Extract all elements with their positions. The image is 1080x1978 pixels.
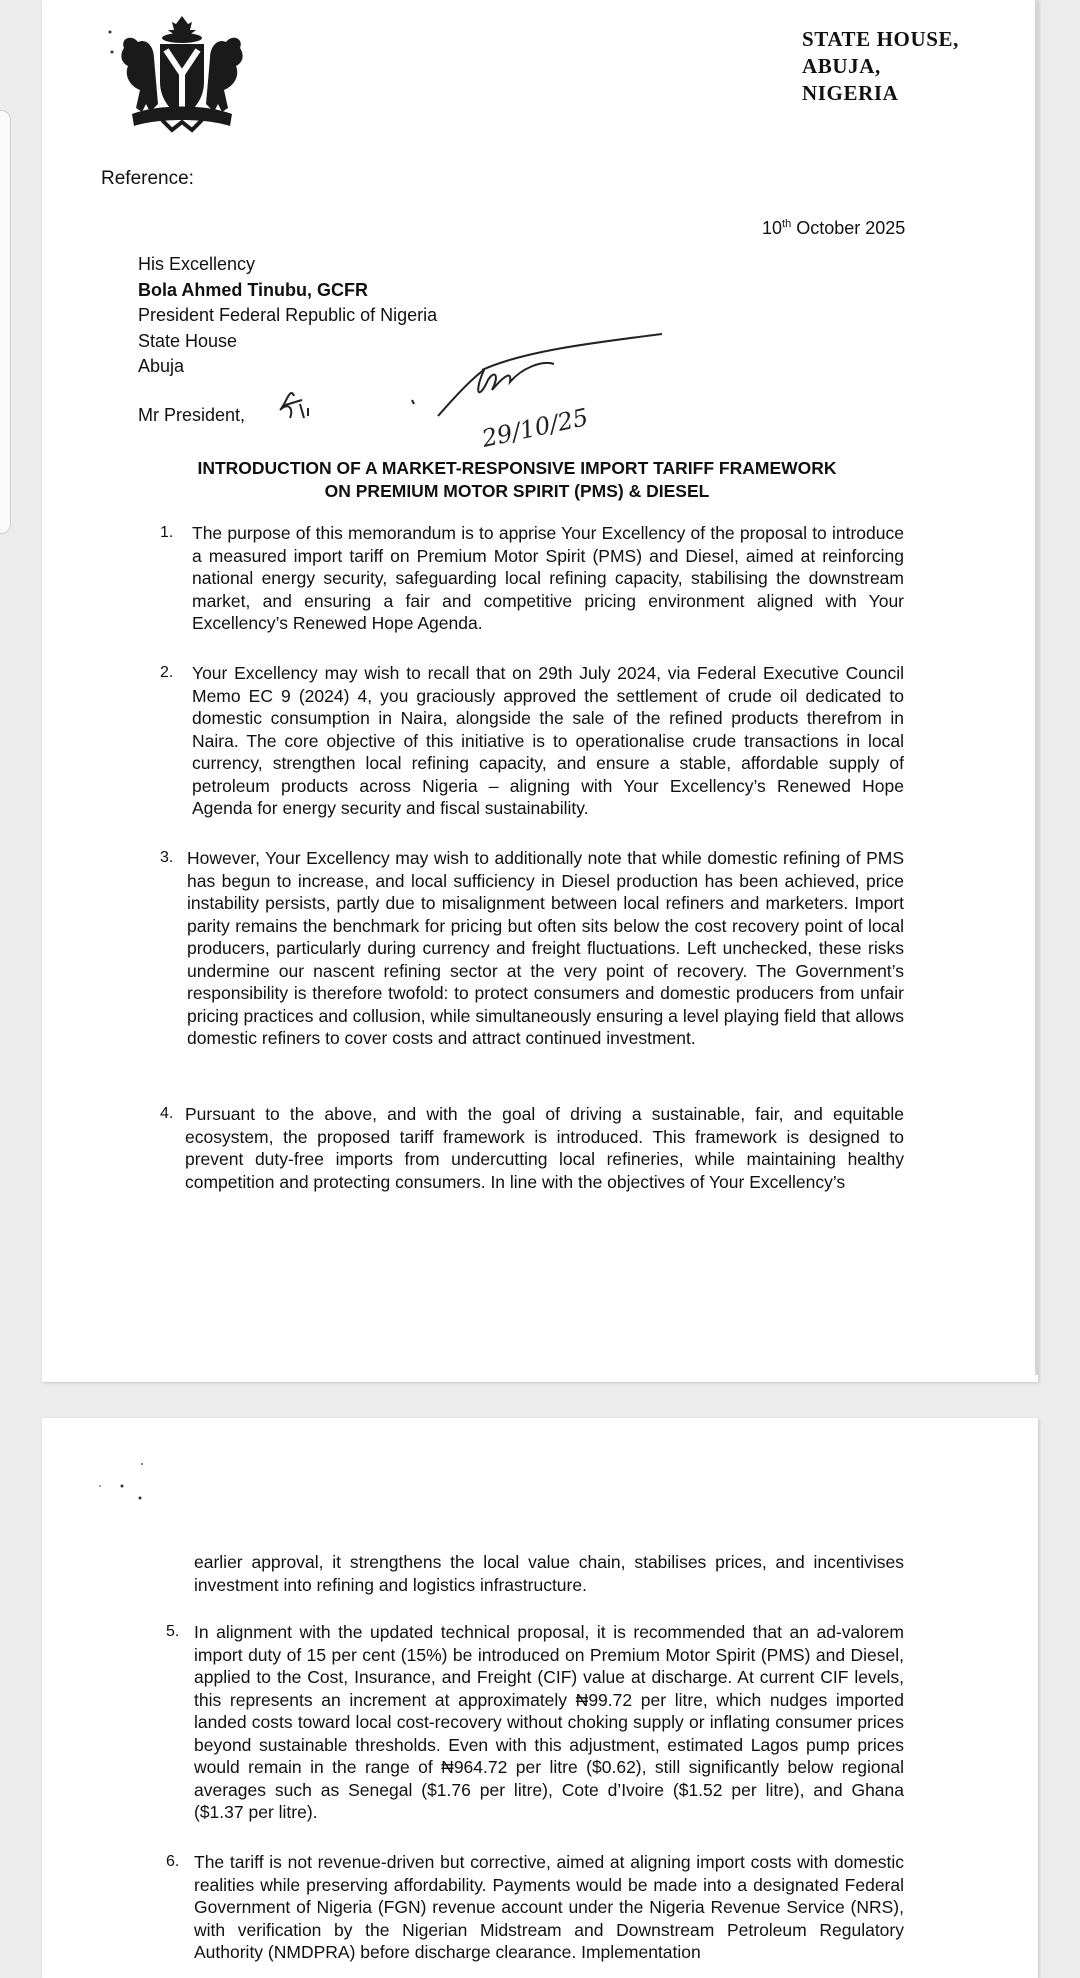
- paragraph-5: In alignment with the updated technical proposal, it is recommended that an ad-valorem import duty of 15 per cent (15%) be introduced on Premium Motor Spirit (PMS) and Diesel, applied to the Cost, Insurance, and Freight (CIF) value at discharge. At current CIF levels, this represents an increment at approximately ₦99.72 per litre, which nudges imported landed costs toward local cost-recovery without choking supply or inflating consumer prices beyond sustainable thresholds. Even with this adjustment, estimated Lagos pump prices would remain in the range of ₦964.72 per litre ($0.62), still significantly below regional averages such as Senegal ($1.76 per litre), Cote d’Ivoire ($1.52 per litre), and Ghana ($1.37 per litre).: [194, 1622, 904, 1822]
- addressee-line: President Federal Republic of Nigeria: [138, 305, 438, 325]
- paragraph-number: 3.: [160, 849, 174, 866]
- addressee-name: Bola Ahmed Tinubu, GCFR: [138, 279, 368, 300]
- letterhead-address: [802, 26, 959, 107]
- title-line-2: ON PREMIUM MOTOR SPIRIT (PMS) & DIESEL: [324, 481, 710, 501]
- paragraph-2: Your Excellency may wish to recall that on 29th July 2024, via Federal Executive Council Memo EC 9 (2024) 4, you graciously approved the settlement of crude oil dedicated to domestic consumption in Naira, alongside the sale of the refined products therefrom in Naira. The core objective of this initiative is to operationalise crude transactions in local currency, strengthen local refining capacity, and ensure a stable, affordable supply of petroleum products across Nigeria – aligning with Your Excellency’s Renewed Hope Agenda for energy security and fiscal sustainability.: [192, 663, 904, 818]
- paragraph-6: The tariff is not revenue-driven but corrective, aimed at aligning import costs with domestic realities while preserving affordability. Payments would be made into a designated Federal Government of Nigeria (FGN) revenue account under the Nigeria Revenue Service (NRS), with verification by the Nigerian Midstream and Downstream Petroleum Regulatory Authority (NMDPRA) before discharge clearance. Implementation: [194, 1852, 904, 1962]
- addressee-line: His Excellency: [138, 254, 256, 274]
- paragraph-3: However, Your Excellency may wish to additionally note that while domestic refining of PMS has begun to increase, and local sufficiency in Diesel production has been achieved, price instability persists, partly due to misalignment between local refiners and marketers. Import parity remains the benchmark for pricing but often sits below the cost recovery point of local producers, particularly during currency and freight fluctuations. Left unchecked, these risks undermine our nascent refining sector at the very point of recovery. The Government’s responsibility is therefore twofold: to protect consumers and domestic producers from unfair pricing practices and collusion, while simultaneously ensuring a level playing field that allows domestic refiners to cover costs and attract continued investment.: [187, 848, 904, 1048]
- document-page-1: [42, 0, 1038, 1382]
- paragraph-1: The purpose of this memorandum is to apprise Your Excellency of the proposal to introduce a measured import tariff on Premium Motor Spirit (PMS) and Diesel, aimed at reinforcing national energy security, safeguarding local refining capacity, stabilising the downstream market, and ensuring a fair and competitive pricing environment aligned with Your Excellency’s Renewed Hope Agenda.: [192, 523, 904, 633]
- address-line: STATE HOUSE,: [802, 27, 959, 51]
- paragraph-number: 1.: [160, 524, 174, 541]
- paragraph-number: 2.: [160, 664, 174, 681]
- paragraph-number: 5.: [166, 1623, 180, 1640]
- paragraph-number: 6.: [166, 1853, 180, 1870]
- salutation: Mr President,: [138, 405, 246, 425]
- handwritten-signature: [242, 330, 662, 460]
- paragraph-4-continued: earlier approval, it strengthens the local value chain, stabilises prices, and incentivises investment into refining and logistics infrastructure.: [194, 1552, 904, 1595]
- memo-title: [172, 457, 862, 503]
- date-suffix: th: [782, 218, 792, 230]
- address-line: ABUJA,: [802, 54, 881, 78]
- paragraph-number: 4.: [160, 1105, 174, 1122]
- letter-date: [762, 218, 905, 239]
- document-page-2: [42, 1418, 1038, 1978]
- side-panel-handle[interactable]: [0, 110, 11, 534]
- date-day: 10: [762, 218, 783, 238]
- page-edge: [1035, 0, 1038, 1375]
- paragraph-4: Pursuant to the above, and with the goal of driving a sustainable, fair, and equitable ecosystem, the proposed tariff framework is introduced. This framework is designed to prevent duty-free imports from undercutting local refineries, while maintaining healthy competition and protecting consumers. In line with the objectives of Your Excellency’s: [185, 1104, 904, 1192]
- addressee-line: State House: [138, 330, 238, 351]
- addressee-line: Abuja: [138, 356, 185, 376]
- scan-specks: [82, 1438, 202, 1558]
- coat-of-arms-emblem: [102, 8, 262, 136]
- date-rest: October 2025: [791, 218, 906, 238]
- handwritten-date: 29/10/25: [479, 403, 591, 453]
- reference-label: Reference:: [101, 168, 194, 189]
- address-line: NIGERIA: [802, 81, 899, 105]
- title-line-1: INTRODUCTION OF A MARKET-RESPONSIVE IMPORT TARIFF FRAMEWORK: [197, 458, 837, 478]
